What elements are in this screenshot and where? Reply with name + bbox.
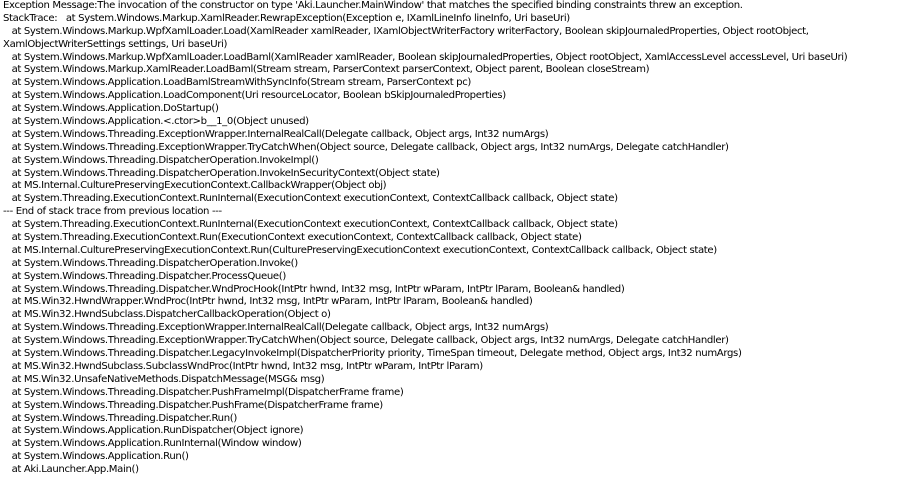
stack-trace-line: at System.Windows.Threading.ExceptionWrapper.TryCatchWhen(Object source, Delegate callback, Object args, Int32 numArgs, Delegate catchHandler) <box>3 335 729 347</box>
stack-trace-line: at System.Windows.Application.LoadComponent(Uri resourceLocator, Boolean bSkipJournaledProperties) <box>3 90 506 102</box>
stack-trace-line: at System.Threading.ExecutionContext.RunInternal(ExecutionContext executionContext, ContextCallback callback, Object state) <box>3 219 618 231</box>
stack-trace-line: at System.Windows.Threading.ExceptionWrapper.InternalRealCall(Delegate callback, Object args, Int32 numArgs) <box>3 322 549 334</box>
stack-trace-line: at System.Windows.Application.<.ctor>b__1_0(Object unused) <box>3 116 309 128</box>
stack-trace-line: at System.Windows.Application.RunDispatcher(Object ignore) <box>3 425 304 437</box>
stack-trace-text <box>3 0 908 477</box>
stack-trace-line: --- End of stack trace from previous location --- <box>3 206 222 218</box>
stack-trace-line: at MS.Win32.HwndSubclass.DispatcherCallbackOperation(Object o) <box>3 309 331 321</box>
stack-trace-line: at System.Windows.Application.LoadBamlStreamWithSyncInfo(Stream stream, ParserContext pc) <box>3 77 472 89</box>
stack-trace-line: at System.Windows.Application.RunInternal(Window window) <box>3 438 302 450</box>
stack-trace-line: StackTrace: at System.Windows.Markup.XamlReader.RewrapException(Exception e, IXamlLineInfo lineInfo, Uri baseUri) <box>3 12 570 24</box>
stack-trace-line: at System.Threading.ExecutionContext.RunInternal(ExecutionContext executionContext, ContextCallback callback, Object state) <box>3 193 618 205</box>
stack-trace-line: XamlObjectWriterSettings settings, Uri baseUri) <box>3 38 228 50</box>
stack-trace-line: at System.Windows.Application.DoStartup() <box>3 103 219 115</box>
stack-trace-line: at System.Windows.Threading.Dispatcher.ProcessQueue() <box>3 270 286 282</box>
stack-trace-line: at System.Windows.Threading.DispatcherOperation.Invoke() <box>3 257 298 269</box>
stack-trace-line: at System.Windows.Threading.Dispatcher.Run() <box>3 412 237 424</box>
stack-trace-line: at MS.Internal.CulturePreservingExecutionContext.Run(CulturePreservingExecutionContext executionContext, ContextCallback callback, Object state) <box>3 244 717 256</box>
stack-trace-line: at System.Windows.Threading.Dispatcher.LegacyInvokeImpl(DispatcherPriority priority, TimeSpan timeout, Delegate method, Object args, Int32 numArgs) <box>3 348 742 360</box>
stack-trace-line: at System.Windows.Threading.ExceptionWrapper.InternalRealCall(Delegate callback, Object args, Int32 numArgs) <box>3 128 549 140</box>
stack-trace-line: at System.Windows.Application.Run() <box>3 451 189 463</box>
stack-trace-line: at System.Windows.Markup.WpfXamlLoader.Load(XamlReader xamlReader, IXamlObjectWriterFactory writerFactory, Boolean skipJournaledProperties, Object rootObject, <box>3 25 809 37</box>
stack-trace-line: at MS.Internal.CulturePreservingExecutionContext.CallbackWrapper(Object obj) <box>3 180 387 192</box>
stack-trace-line: at System.Windows.Markup.XamlReader.LoadBaml(Stream stream, ParserContext parserContext, Object parent, Boolean closeStream) <box>3 64 650 76</box>
stack-trace-line: at MS.Win32.UnsafeNativeMethods.DispatchMessage(MSG& msg) <box>3 373 325 385</box>
stack-trace-line: at MS.Win32.HwndSubclass.SubclassWndProc(IntPtr hwnd, Int32 msg, IntPtr wParam, IntPtr lParam) <box>3 360 483 372</box>
stack-trace-line: at System.Windows.Threading.DispatcherOperation.InvokeImpl() <box>3 154 319 166</box>
stack-trace-line: at System.Threading.ExecutionContext.Run(ExecutionContext executionContext, ContextCallback callback, Object state) <box>3 232 582 244</box>
stack-trace-line: at System.Windows.Threading.Dispatcher.WndProcHook(IntPtr hwnd, Int32 msg, IntPtr wParam, IntPtr lParam, Boolean& handled) <box>3 283 625 295</box>
stack-trace-line: at System.Windows.Threading.Dispatcher.PushFrameImpl(DispatcherFrame frame) <box>3 386 404 398</box>
stack-trace-line: at MS.Win32.HwndWrapper.WndProc(IntPtr hwnd, Int32 msg, IntPtr wParam, IntPtr lParam, Boolean& handled) <box>3 296 533 308</box>
stack-trace-line: at System.Windows.Threading.ExceptionWrapper.TryCatchWhen(Object source, Delegate callback, Object args, Int32 numArgs, Delegate catchHandler) <box>3 141 729 153</box>
stack-trace-line: at System.Windows.Threading.DispatcherOperation.InvokeInSecurityContext(Object state) <box>3 167 440 179</box>
exception-message-line: Exception Message:The invocation of the constructor on type 'Aki.Launcher.MainWindow' that matches the specified binding constraints threw an exception. <box>3 0 743 11</box>
stack-trace-line: at System.Windows.Markup.WpfXamlLoader.LoadBaml(XamlReader xamlReader, Boolean skipJournaledProperties, Object rootObject, XamlAccessLevel accessLevel, Uri baseUri) <box>3 51 848 63</box>
stack-trace-line: at System.Windows.Threading.Dispatcher.PushFrame(DispatcherFrame frame) <box>3 399 383 411</box>
stack-trace-line: at Aki.Launcher.App.Main() <box>3 464 139 476</box>
